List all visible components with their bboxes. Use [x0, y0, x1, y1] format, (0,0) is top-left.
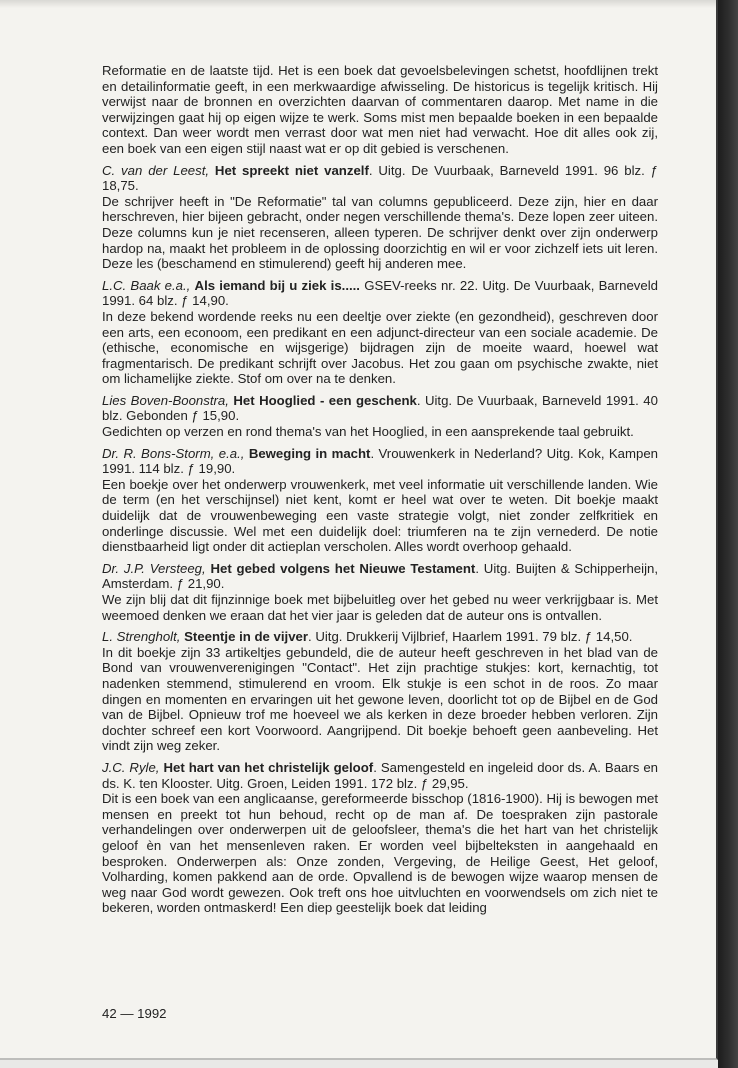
- entry-author: L.C. Baak e.a.,: [102, 277, 191, 293]
- entry-text: De schrijver heeft in "De Reformatie" tal van columns gepubliceerd. Deze zijn, hier en daar herschreven, hier bijeen gebracht, onder negen verschillende thema's. Deze lopen zeer uiteen. Deze columns kun je niet recenseren, alleen typeren. De schrijver denkt over zijn onderwerp hardop na, maakt het probleem in de oplossing doorzichtig en wil er voor zichzelf iets uit leren. Deze les (beschamend en stimulerend) geeft hij anderen mee.: [102, 193, 658, 272]
- entry-title: Beweging in macht: [248, 445, 371, 461]
- entry-title: Het spreekt niet vanzelf: [214, 162, 369, 178]
- review-entry: [102, 760, 658, 916]
- entry-title: Het hart van het christelijk geloof: [163, 759, 374, 775]
- entry-author: Dr. R. Bons-Storm, e.a.,: [102, 445, 245, 461]
- entry-title: Het gebed volgens het Nieuwe Testament: [210, 560, 476, 576]
- book-spine-shadow: [718, 0, 738, 1068]
- review-column: [102, 63, 658, 922]
- intro-paragraph: [102, 63, 658, 157]
- page-top-edge: [0, 0, 718, 8]
- entry-title: Steentje in de vijver: [184, 629, 308, 645]
- entry-text: Dit is een boek van een anglicaanse, gereformeerde bisschop (1816-1900). Hij is bewogen met mensen en preekt tot hun behoud, recht op de man af. De toespraken zijn pastorale verhandelingen over onderwerpen uit de geloofsleer, thema's die het hart van het christelijk geloof èn van het mensenleven raken. Er worden veel bijbelteksten in aangehaald en besproken. Onderwerpen als: Onze zonden, Vergeving, de Heilige Geest, Het geloof, Volharding, komen pakkend aan de orde. Opvallend is de bewogen wijze waarop mensen de weg naar God wordt gewezen. Ook treft ons hoe uitvluchten en voorwendsels om zich niet te bekeren, worden ontmaskerd! Een diep geestelijk boek dat leiding: [102, 791, 658, 916]
- entry-text: Gedichten op verzen en rond thema's van het Hooglied, in een aansprekende taal gebruikt.: [102, 424, 634, 440]
- entry-heading: [102, 629, 658, 645]
- entry-publication: . Uitg. Buijten & Schipperheijn, Amsterdam. ƒ 21,90.: [102, 560, 658, 592]
- review-entry: [102, 393, 658, 440]
- entry-publication: . Uitg. De Vuurbaak, Barneveld 1991. 96 blz. ƒ 18,75.: [102, 162, 658, 194]
- entry-author: Lies Boven-Boonstra,: [102, 392, 229, 408]
- entry-text: We zijn blij dat dit fijnzinnige boek met bijbeluitleg over het gebed nu weer verkrijgbaar is. Met weemoed denken we eraan dat het vier jaar is geleden dat de auteur ons is ontvallen.: [102, 592, 658, 623]
- review-entry: [102, 446, 658, 555]
- entry-heading: [102, 278, 658, 309]
- review-entry: [102, 278, 658, 387]
- entry-author: L. Strengholt,: [102, 629, 181, 645]
- review-entry: [102, 163, 658, 272]
- entry-heading: [102, 163, 658, 194]
- entry-author: C. van der Leest,: [102, 162, 210, 178]
- entry-title: Als iemand bij u ziek is.....: [194, 277, 360, 293]
- entry-publication: . Vrouwenkerk in Nederland? Uitg. Kok, Kampen 1991. 114 blz. ƒ 19,90.: [102, 445, 658, 477]
- entry-title: Het Hooglied - een geschenk: [233, 392, 417, 408]
- intro-text: Reformatie en de laatste tijd. Het is een boek dat gevoelsbelevingen schetst, hoofdlijnen trekt en detailinformatie geeft, in een merkwaardige afwisseling. De historicus is tegelijk kritisch. Hij verwijst naar de bronnen en overzichten daarvan of commentaren daarop. Met name in die verwijzingen gaat hij op eigen wijze te werk. Soms mist men bepaalde boeken in een bepaalde context. Dan weer wordt men verrast door wat men niet had verwacht. Hoe dit alles ook zij, een boek van een eigen stijl naast wat er op dit gebied is verschenen.: [102, 63, 658, 156]
- entry-heading: [102, 561, 658, 592]
- entry-text: Een boekje over het onderwerp vrouwenkerk, met veel informatie uit verschillende landen. Wie de term (en het verschijnsel) niet kent, komt er heel wat over te weten. Dit boekje maakt duidelijk dat de vrouwenbeweging een vaste strategie volgt, niet zonder zelfkritiek en onderlinge discussie. Wel met een duidelijk doel: triumferen na te zijn vernederd. De notie dienstbaarheid ligt onder dit actieplan verscholen. Alles wordt overhoop gehaald.: [102, 476, 658, 555]
- entry-text: In dit boekje zijn 33 artikeltjes gebundeld, die de auteur heeft geschreven in het blad van de Bond van vrouwenverenigingen "Contact". Het zijn prachtige stukjes: kort, kernachtig, tot nadenken stemmend, stimulerend en vroom. Elk stukje is een schot in de roos. Zo maar dingen en momenten en ervaringen uit het gewone leven, doorlicht tot op de Bijbel en de God van de Bijbel. Opnieuw trof me hoeveel we als kerken in deze broeder hebben verloren. Zijn dochter schreef een kort Voorwoord. Aangrijpend. Dit boekje behoeft geen aanbeveling. Het vindt zijn weg zeker.: [102, 644, 658, 754]
- entry-heading: [102, 760, 658, 791]
- entry-publication: GSEV-reeks nr. 22. Uitg. De Vuurbaak, Barneveld 1991. 64 blz. ƒ 14,90.: [102, 277, 658, 309]
- entry-publication: . Uitg. De Vuurbaak, Barneveld 1991. 40 blz. Gebonden ƒ 15,90.: [102, 392, 658, 424]
- entry-publication: . Samengesteld en ingeleid door ds. A. Baars en ds. K. ten Klooster. Uitg. Groen, Leiden 1991. 172 blz. ƒ 29,95.: [102, 759, 658, 791]
- review-entry: [102, 629, 658, 754]
- entry-heading: [102, 446, 658, 477]
- entry-publication: . Uitg. Drukkerij Vijlbrief, Haarlem 1991. 79 blz. ƒ 14,50.: [308, 629, 633, 645]
- review-entry: [102, 561, 658, 623]
- entry-text: In deze bekend wordende reeks nu een deeltje over ziekte (en gezondheid), geschreven door een arts, een econoom, een predikant en een adjunct-directeur van een sociale academie. De (ethische, economische en wijsgerige) bijdragen zijn de moeite waard, hoewel wat fragmentarisch. De predikant schrijft over Jacobus. Het zou gaan om psychische zwakte, niet om lichamelijke ziekte. Stof om over na te denken.: [102, 308, 658, 387]
- page-number: 42 — 1992: [102, 1006, 167, 1021]
- entry-author: Dr. J.P. Versteeg,: [102, 560, 206, 576]
- entry-heading: [102, 393, 658, 424]
- entry-author: J.C. Ryle,: [102, 759, 160, 775]
